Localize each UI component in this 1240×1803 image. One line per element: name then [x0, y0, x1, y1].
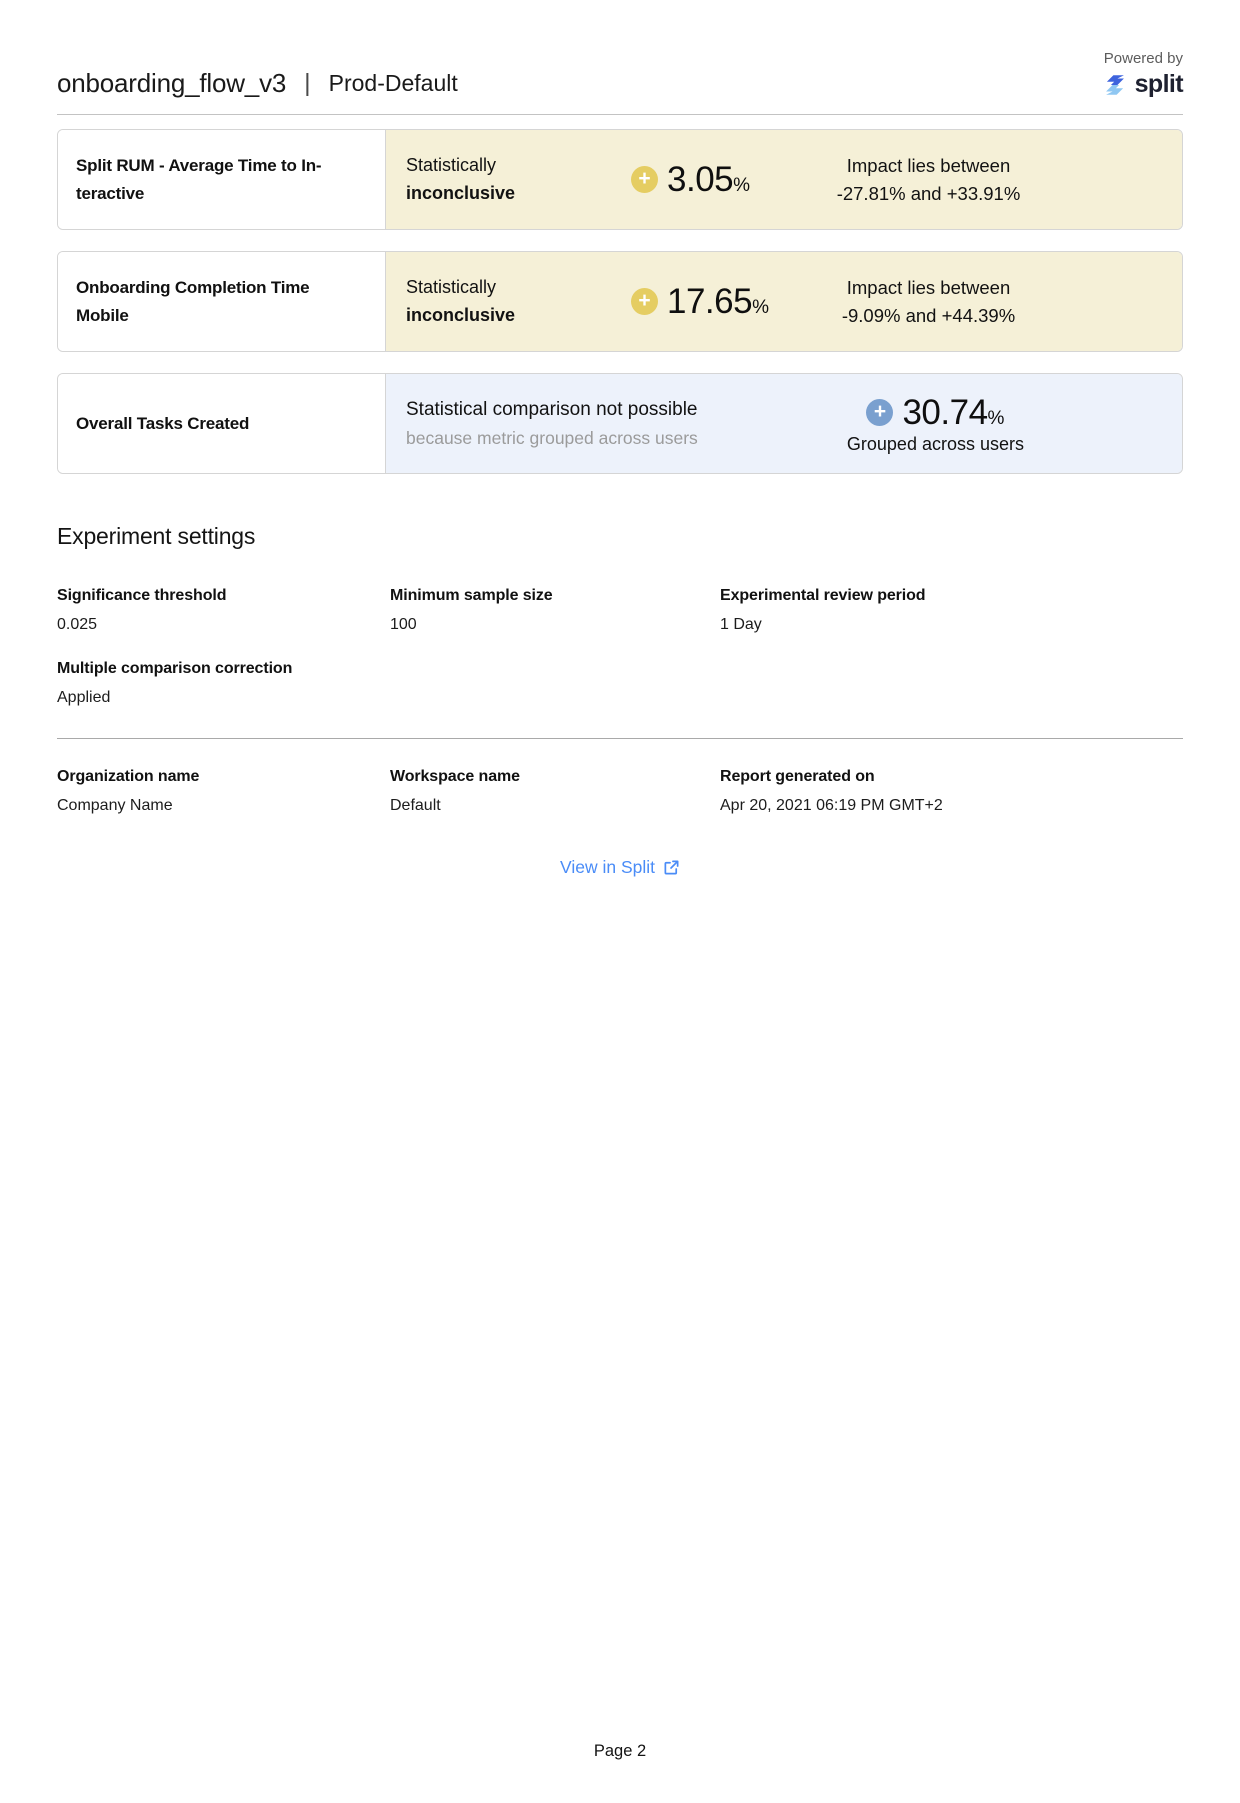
grouped-caption: Grouped across users — [846, 433, 1024, 454]
statistical-status — [386, 152, 631, 208]
report-header — [57, 50, 1183, 115]
status-line1: Statistically — [406, 154, 497, 175]
percent-sign: % — [752, 296, 769, 318]
impact-value-block — [866, 393, 1004, 433]
metric-card-avg-time-to-interactive — [57, 129, 1183, 230]
impact-value: 3.05% — [667, 159, 751, 199]
report-title-row — [57, 68, 458, 99]
info-report-generated-on — [720, 768, 1183, 815]
experiment-settings-title: Experiment settings — [57, 523, 256, 549]
impact-range-line1: Impact lies between — [846, 154, 1011, 176]
setting-minimum-sample-size — [390, 587, 720, 634]
percent-sign: % — [733, 174, 751, 196]
view-link-wrap — [57, 857, 1183, 878]
field-label: Minimum sample size — [390, 587, 553, 604]
brand-block — [1102, 50, 1183, 99]
impact-range-line2: -27.81% and +33.91% — [836, 182, 1021, 204]
impact-value: 30.74% — [902, 392, 1005, 432]
report-info-grid — [57, 768, 1183, 815]
metric-name-line1: Onboarding Completion Time — [76, 278, 310, 298]
impact-range — [783, 274, 1182, 330]
plus-icon: + — [866, 399, 893, 426]
impact-value-block — [631, 160, 783, 200]
field-label: Significance threshold — [57, 587, 227, 604]
experiment-settings-grid-row2 — [57, 660, 1183, 707]
plus-icon: + — [631, 166, 658, 193]
setting-multiple-comparison-correction — [57, 660, 390, 707]
split-logo — [1102, 70, 1183, 99]
metric-cards — [57, 129, 1183, 474]
info-organization-name — [57, 768, 390, 815]
field-value: Apr 20, 2021 06:19 PM GMT+2 — [720, 797, 943, 814]
field-value: 100 — [390, 616, 417, 633]
environment-name: Prod-Default — [328, 70, 458, 96]
metric-name — [58, 130, 386, 229]
metric-name — [58, 374, 386, 473]
split-logo-text: split — [1134, 70, 1183, 98]
grouped-impact-block — [847, 393, 1024, 455]
field-value: Default — [390, 797, 441, 814]
report-page — [0, 50, 1240, 878]
plus-icon: + — [631, 288, 658, 315]
section-divider — [57, 738, 1183, 739]
status-line1: Statistical comparison not possible — [406, 399, 698, 421]
metric-result-panel — [386, 130, 1182, 229]
field-value: Applied — [57, 689, 111, 706]
field-label: Experimental review period — [720, 587, 926, 604]
metric-card-overall-tasks-created — [57, 373, 1183, 474]
setting-experimental-review-period — [720, 587, 1183, 634]
statistical-status — [386, 396, 847, 451]
impact-value: 17.65% — [667, 281, 769, 321]
split-logo-icon — [1102, 72, 1128, 98]
experiment-name: onboarding_flow_v3 — [57, 68, 287, 98]
metric-card-onboarding-completion-time — [57, 251, 1183, 352]
impact-value-block — [631, 282, 783, 322]
percent-sign: % — [987, 407, 1005, 429]
status-line2: inconclusive — [406, 304, 516, 325]
field-value: 1 Day — [720, 616, 762, 633]
status-line2: inconclusive — [406, 182, 516, 203]
impact-range — [783, 152, 1182, 208]
field-label: Report generated on — [720, 768, 875, 785]
setting-significance-threshold — [57, 587, 390, 634]
external-link-icon — [663, 859, 680, 876]
field-label: Workspace name — [390, 768, 520, 785]
field-value: Company Name — [57, 797, 173, 814]
metric-name-line2: Mobile — [76, 305, 129, 325]
info-workspace-name — [390, 768, 720, 815]
metric-name — [58, 252, 386, 351]
page-number: Page 2 — [593, 1742, 647, 1760]
metric-name-line2: teractive — [76, 183, 145, 203]
title-separator: | — [304, 69, 311, 97]
metric-name-line1: Overall Tasks Created — [76, 413, 250, 433]
status-line2: because metric grouped across users — [406, 427, 698, 448]
field-label: Organization name — [57, 768, 200, 785]
status-line1: Statistically — [406, 276, 497, 297]
impact-range-line2: -9.09% and +44.39% — [841, 304, 1016, 326]
impact-range-line1: Impact lies between — [846, 276, 1011, 298]
metric-result-panel — [386, 374, 1182, 473]
statistical-status — [386, 274, 631, 330]
experiment-settings-grid — [57, 587, 1183, 634]
field-label: Multiple comparison correction — [57, 660, 293, 677]
view-in-split-label: View in Split — [559, 857, 655, 877]
view-in-split-link[interactable] — [560, 857, 680, 878]
field-value: 0.025 — [57, 616, 98, 633]
powered-by-label: Powered by — [1103, 50, 1183, 67]
metric-name-line1: Split RUM - Average Time to In- — [76, 156, 322, 176]
metric-result-panel — [386, 252, 1182, 351]
